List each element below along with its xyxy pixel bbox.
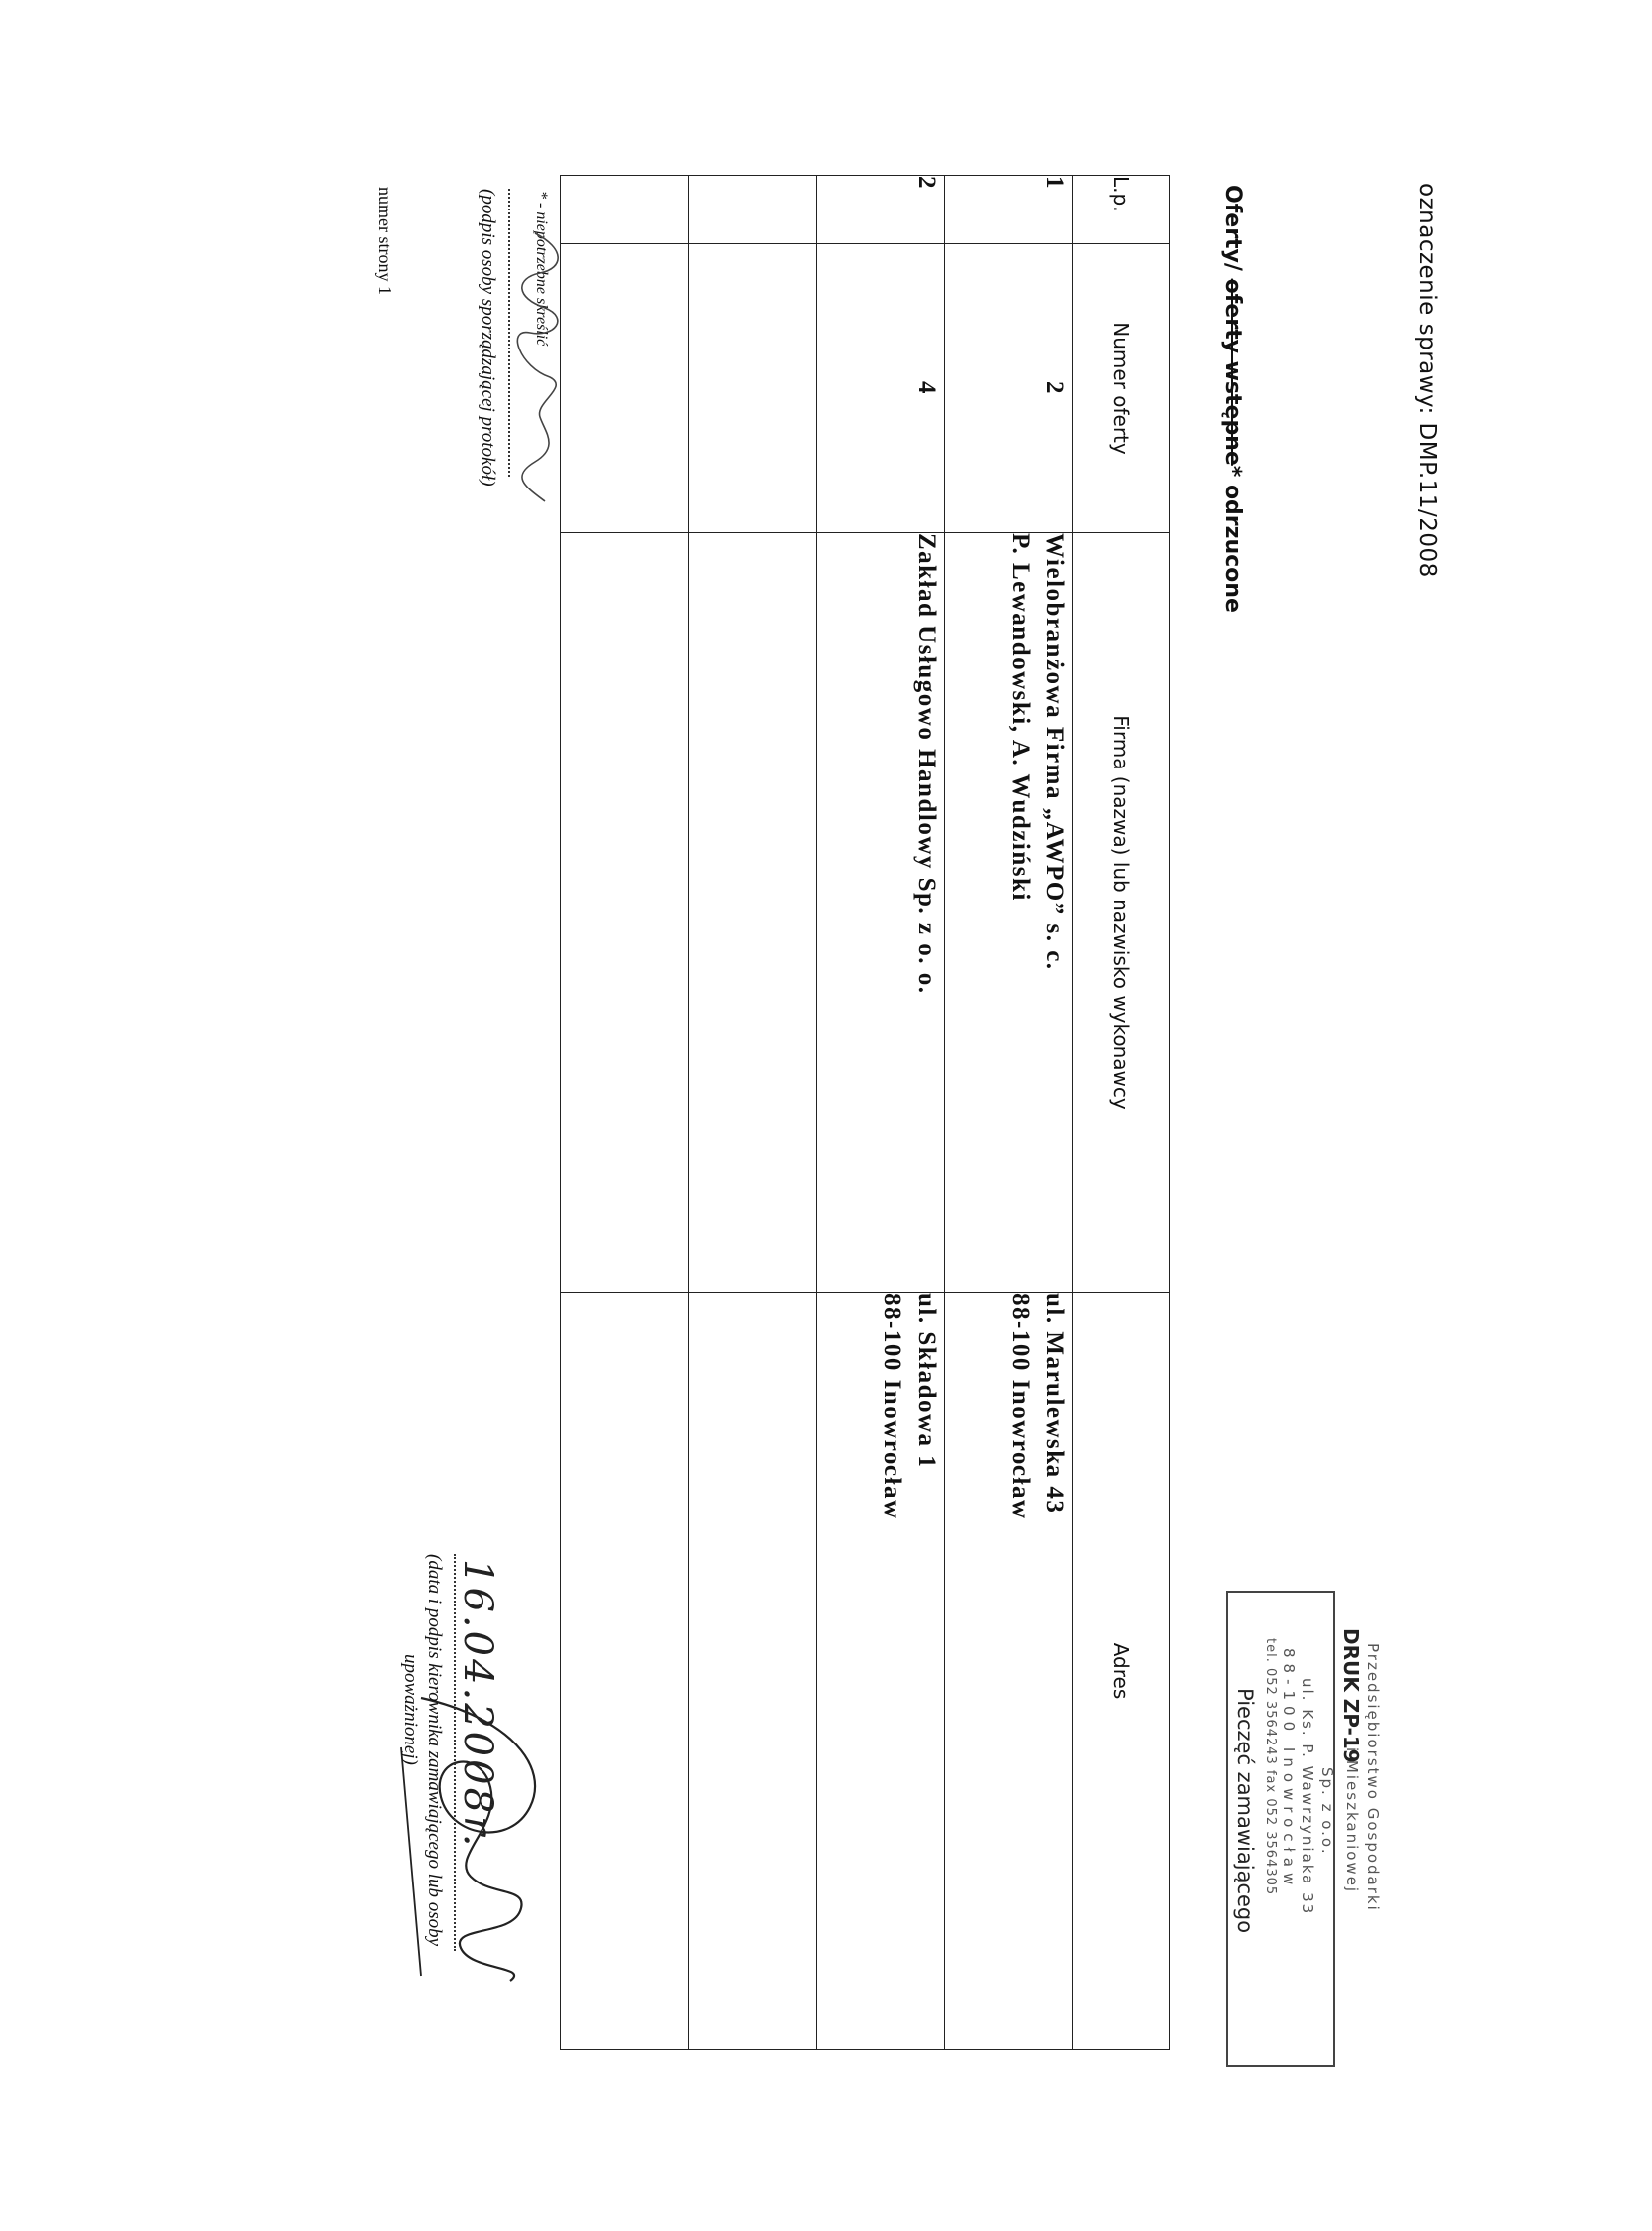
cell-firm [817,533,945,1293]
stamp-label: Pieczęć zamawiającego [1233,1688,1257,1934]
handwritten-date: 16.04.2008r. [455,1559,500,1850]
stamp-line: i Mieszkaniowej [1343,1747,1361,1894]
address-line: ul. Składowa 1 [913,1293,940,1469]
preparer-signature-icon [505,228,575,506]
cell-lp: 1 [945,176,1073,244]
cell-firm [945,533,1073,1293]
cell-offer-number: 2 [945,244,1073,533]
address-line: ul. Marulewska 43 [1041,1293,1068,1515]
section-heading [1220,185,1245,613]
header-lp: L.p. [1073,176,1170,244]
table-row [817,176,945,2050]
cell-address [817,1293,945,2050]
heading-part: Oferty/ [1220,185,1245,279]
signature-line [454,1554,456,1951]
stamp-line: tel. 052 3564243 fax 052 3564305 [1263,1638,1278,1896]
table-row [945,176,1073,2050]
heading-struck-text: oferty wstępne [1220,278,1245,466]
head-signature-caption-cont: upoważnionej) [400,1654,421,1765]
cell-offer-number: 4 [817,244,945,533]
firm-line: Wielobranżowa Firma „AWPO” s. c. [1041,533,1068,971]
head-signature-caption: (data i podpis kierownika zamawiającego lub osoby [424,1554,445,1947]
footnote: * - niepotrzebne skreślić [533,191,550,347]
header-address: Adres [1073,1293,1170,2050]
table-row-empty [561,176,689,2050]
address-line: 88-100 Inowrocław [879,1293,905,1520]
header-offer-number: Numer oferty [1073,244,1170,533]
table-header-row [1073,176,1170,2050]
stamp-line: Przedsiębiorstwo Gospodarki [1364,1643,1382,1912]
firm-line: Zakład Usługowo Handlowy Sp. z o. o. [913,533,940,995]
signature-line [508,189,510,477]
case-reference: oznaczenie sprawy: DMP.11/2008 [1414,183,1440,578]
address-line: 88-100 Inowrocław [1007,1293,1033,1520]
cell-lp: 2 [817,176,945,244]
stamp-line: Sp. z o.o. [1318,1767,1336,1856]
preparer-signature-caption: (podpis osoby sporządzającej protokół) [478,189,498,487]
page-number: numer strony 1 [375,187,395,295]
firm-line: P. Lewandowski, A. Wudziński [1007,533,1033,902]
header-firm: Firma (nazwa) lub nazwisko wykonawcy [1073,533,1170,1293]
cell-address [945,1293,1073,2050]
rejected-offers-table [560,175,1170,2050]
stamp-line: ul. Ks. P. Wawrzyniaka 33 [1299,1678,1316,1916]
form-code: DRUK ZP-19 [1339,1628,1363,1763]
table-row-empty [689,176,817,2050]
stamp-line: 88-100 Inowrocław [1280,1648,1298,1891]
heading-part: * odrzucone [1220,465,1245,613]
